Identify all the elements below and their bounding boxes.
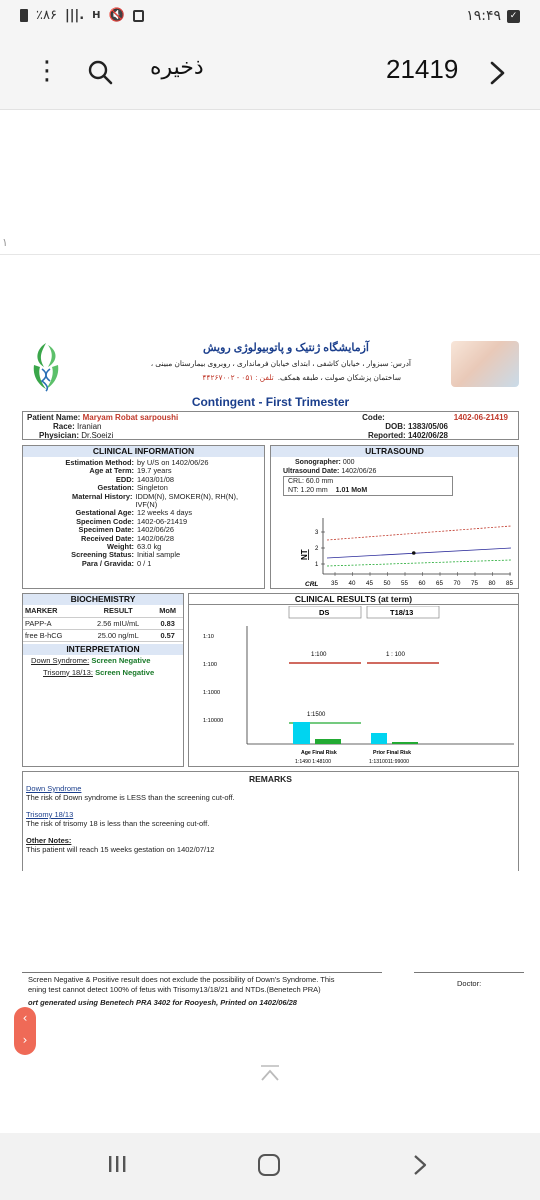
dob-label: DOB: (385, 422, 406, 431)
patient-name-label: Patient Name: (27, 413, 81, 422)
nt-lower-limit-line (327, 560, 511, 566)
remarks-other-text: This patient will reach 15 weeks gestation on 1402/07/12 (26, 845, 215, 854)
clinical-row-value: 1402/06/26 (137, 525, 174, 535)
nt-axis-label: NT (300, 549, 309, 560)
ds-age-cutoff-label: 1:1500 (307, 712, 326, 718)
ds-foot-values: 1:1490 1:48100 (295, 759, 332, 765)
patient-info-right (362, 413, 508, 440)
chevron-up-icon[interactable]: ‹ (22, 1011, 28, 1025)
ds-foot-labels: Age Final Risk (301, 750, 337, 756)
lab-address: ساختمان پزشکان صولت ، طبقه همکف. (277, 373, 401, 382)
nt-y-tick: 2 (315, 546, 319, 552)
biochemistry-table (23, 605, 183, 642)
lab-address-line2 (202, 373, 401, 382)
clinical-row-label: Specimen Date: (78, 525, 134, 535)
t18-cutoff-label: 1 : 100 (386, 651, 405, 658)
report-title: Contingent - First Trimester (191, 395, 350, 409)
patient-info (22, 411, 519, 440)
t18-foot-values: 1:1310011:99000 (369, 759, 410, 765)
home-icon[interactable] (258, 1154, 280, 1176)
marker-papp-a: PAPP-A (23, 617, 84, 629)
clinical-row-label: EDD: (115, 474, 134, 484)
check-icon: ✓ (507, 10, 520, 23)
clinical-results-header: CLINICAL RESULTS (at term) (189, 594, 518, 605)
clinical-row-value: 63.0 kg (137, 542, 162, 552)
clinical-row-label: Maternal History: (72, 491, 133, 501)
nt-crl-chart (271, 508, 518, 588)
t18-final-risk-bar (392, 742, 418, 744)
reported-label: Reported: (367, 431, 406, 440)
footer-line1: Screen Negative & Positive result does not exclude the possibility of Down's Syndrome. This (28, 975, 335, 984)
status-time: ۱۹:۴۹ (466, 8, 501, 24)
report-document (22, 335, 519, 1007)
col-result: RESULT (84, 605, 152, 617)
clinical-results-section (188, 593, 519, 767)
risk-chart (189, 606, 518, 766)
clinical-row-value: 1402-06-21419 (137, 516, 188, 526)
ultrasound-section (270, 445, 519, 589)
page-nav-button[interactable] (14, 1007, 36, 1055)
remarks-ds-title: Down Syndrome (26, 784, 82, 793)
sonographer-value: 000 (342, 459, 355, 466)
clinical-row-value: 12 weeks 4 days (137, 508, 193, 518)
chevron-down-icon[interactable]: › (22, 1033, 28, 1047)
table-row (23, 629, 183, 641)
crl-x-tick: 35 (331, 580, 338, 587)
report-header (22, 335, 519, 397)
status-time-group (466, 8, 520, 24)
lab-name: آزمایشگاه ژنتیک و پاتوبیولوژی رویش (203, 342, 369, 354)
interpretation-rows (23, 655, 183, 679)
crl-x-tick: 50 (383, 580, 391, 587)
network-badge: H (92, 10, 101, 21)
mother-baby-photo (451, 341, 519, 387)
remarks-section (22, 771, 519, 871)
dob-value: 1383/05/06 (407, 422, 448, 431)
us-date-value: 1402/06/26 (341, 467, 377, 475)
navigation-bar (0, 1133, 540, 1200)
clinical-row-label: Specimen Code: (76, 516, 134, 526)
clinical-header: CLINICAL INFORMATION (23, 446, 264, 457)
ds-cutoff-label: 1:100 (311, 651, 327, 658)
risk-y-tick: 1:10 (203, 634, 214, 640)
ds-interp-value: Screen Negative (91, 655, 151, 665)
remarks-body (23, 784, 518, 854)
lab-address-line1: آدرس: سبزوار ، خیابان کاشفی ، ابتدای خیابان فرمانداری ، روبروی بیمارستان مبینی ، (150, 359, 411, 368)
col-marker: MARKER (23, 605, 84, 617)
crl-label: CRL: (288, 478, 304, 486)
remarks-t18-text: The risk of trisomy 18 is less than the screening cut-off. (26, 819, 210, 828)
clinical-row-value: by U/S on 1402/06/26 (137, 458, 209, 467)
clinical-row-value: Singleton (137, 483, 168, 493)
remarks-t18-title: Trisomy 18/13 (26, 810, 74, 819)
crl-value: 60.0 mm (305, 478, 334, 486)
app-bar (0, 34, 540, 110)
ds-interp-label: Down Syndrome: (31, 655, 90, 665)
code-label: Code: (362, 413, 385, 422)
risk-y-tick: 1:100 (203, 662, 217, 668)
reported-value: 1402/06/28 (407, 431, 448, 440)
mom-bhcg: 0.57 (152, 629, 183, 641)
clinical-row-label: Estimation Method: (65, 458, 134, 467)
ds-final-risk-bar (315, 739, 341, 744)
interpretation-header: INTERPRETATION (23, 644, 183, 655)
lab-phone: تلفن : ۰۵۱ - ۴۴۲۶۷۰۰۲ (202, 373, 274, 382)
t18-interp-label: Trisomy 18/13: (43, 667, 93, 677)
lab-logo-icon (24, 339, 68, 393)
crl-nt-box (283, 476, 453, 496)
physician-label: Physician: (39, 431, 80, 440)
mom-papp-a: 0.83 (152, 617, 183, 629)
ultrasound-header: ULTRASOUND (271, 446, 518, 457)
risk-y-tick: 1:10000 (203, 718, 224, 724)
crl-x-tick: 75 (471, 580, 478, 587)
scroll-to-top-icon[interactable] (258, 1064, 282, 1084)
nt-mom: 1.01 MoM (335, 487, 368, 495)
clinical-row-label: Gestational Age: (75, 508, 134, 518)
table-header-row (23, 605, 183, 617)
clinical-row-value: 0 / 1 (137, 558, 152, 568)
table-row (23, 617, 183, 629)
clinical-information (22, 445, 265, 589)
clinical-row (27, 493, 260, 510)
ultrasound-rows (271, 457, 518, 498)
crl-x-tick: 60 (418, 580, 426, 587)
patient-name: Maryam Robat sarpoushi (82, 413, 179, 422)
mute-icon: 🔇 (108, 8, 125, 23)
code-value: 1402-06-21419 (453, 413, 508, 422)
status-bar (0, 0, 540, 34)
nt-patient-point (412, 551, 416, 555)
result-papp-a: 2.56 mIU/mL (84, 617, 152, 629)
battery-level: ٪۸۶ (36, 8, 57, 23)
nt-label: NT: (288, 487, 299, 495)
clinical-row-label: Received Date: (81, 533, 134, 543)
crl-x-tick: 65 (436, 580, 443, 587)
crl-x-tick: 55 (401, 580, 408, 587)
clinical-row-label: Screening Status: (71, 550, 134, 560)
clinical-rows (23, 457, 264, 570)
report-footer (22, 975, 519, 1008)
crl-x-tick: 70 (453, 580, 461, 587)
page-marker: ۱ (2, 236, 8, 249)
crl-x-tick: 45 (366, 580, 373, 587)
back-icon[interactable] (412, 1154, 428, 1176)
patient-info-left (27, 413, 178, 440)
crl-x-tick: 85 (506, 580, 513, 587)
footer-divider-left (22, 972, 382, 973)
chevron-right-icon[interactable] (486, 60, 508, 86)
t18-column-header: T18/13 (390, 608, 414, 617)
t18-interp-value: Screen Negative (95, 667, 155, 677)
risk-y-tick: 1:1000 (203, 690, 221, 696)
recents-icon[interactable] (106, 1154, 128, 1174)
race-value: Iranian (77, 422, 102, 431)
nt-value: 1.20 mm (300, 487, 328, 495)
clinical-row-value: 19.7 years (137, 466, 172, 476)
doctor-label: Doctor: (457, 979, 482, 988)
clinical-row-label: Para / Gravida: (81, 558, 134, 568)
race-label: Race: (53, 422, 75, 431)
remarks-ds-text: The risk of Down syndrome is LESS than the screening cut-off. (26, 793, 235, 802)
sonographer-label: Sonographer: (295, 459, 341, 466)
clinical-row-label: Gestation: (97, 483, 134, 493)
footer-divider-right (414, 972, 524, 973)
battery-icon (20, 9, 28, 22)
clinical-row-value: Initial sample (137, 550, 181, 560)
remarks-other-title: Other Notes: (26, 836, 72, 845)
document-number: 21419 (386, 54, 459, 84)
crl-x-tick: 80 (488, 580, 496, 587)
crl-x-tick: 40 (348, 580, 356, 587)
save-button[interactable]: ذخیره (150, 55, 204, 80)
remarks-header: REMARKS (249, 774, 292, 784)
clinical-row-value: 1403/01/08 (137, 474, 174, 484)
nt-median-line (327, 548, 511, 558)
page-divider (0, 254, 540, 255)
status-icons (20, 8, 144, 23)
biochemistry-section (22, 593, 184, 767)
result-bhcg: 25.00 ng/mL (84, 629, 152, 641)
col-mom: MoM (152, 605, 183, 617)
nt-y-tick: 3 (315, 530, 319, 536)
marker-bhcg: free B-hCG (23, 629, 84, 641)
footer-line3: ort generated using Benetech PRA 3402 for Rooyesh, Printed on 1402/06/28 (28, 998, 297, 1007)
clinical-row (27, 560, 260, 568)
clinical-row-label: Age at Term: (89, 466, 134, 476)
search-icon[interactable] (86, 58, 114, 86)
clinical-row-value: 1402/06/28 (137, 533, 174, 543)
us-date-label: Ultrasound Date: (283, 467, 340, 475)
clinical-row-value: IDDM(N), SMOKER(N), RH(N), IVF(N) (135, 491, 239, 510)
more-vert-icon[interactable]: ⋮ (34, 56, 60, 86)
physician-value: Dr.Soeizi (81, 431, 114, 440)
nt-y-tick: 1 (315, 562, 319, 568)
ds-age-risk-bar (293, 722, 310, 744)
biochemistry-header: BIOCHEMISTRY (23, 594, 183, 605)
lock-icon (133, 10, 144, 22)
crl-axis-label: CRL (305, 581, 319, 588)
nt-upper-limit-line (327, 526, 511, 540)
t18-foot-labels: Prior Final Risk (373, 750, 412, 756)
clinical-row-label: Weight: (107, 542, 134, 552)
signal-icon: |||. (64, 8, 85, 23)
footer-line2: ening test cannot detect 100% of fetus with Trisomy13/18/21 and NTDs.(Benetech PRA) (28, 985, 321, 994)
t18-prior-risk-bar (371, 733, 387, 744)
ds-column-header: DS (319, 608, 330, 617)
